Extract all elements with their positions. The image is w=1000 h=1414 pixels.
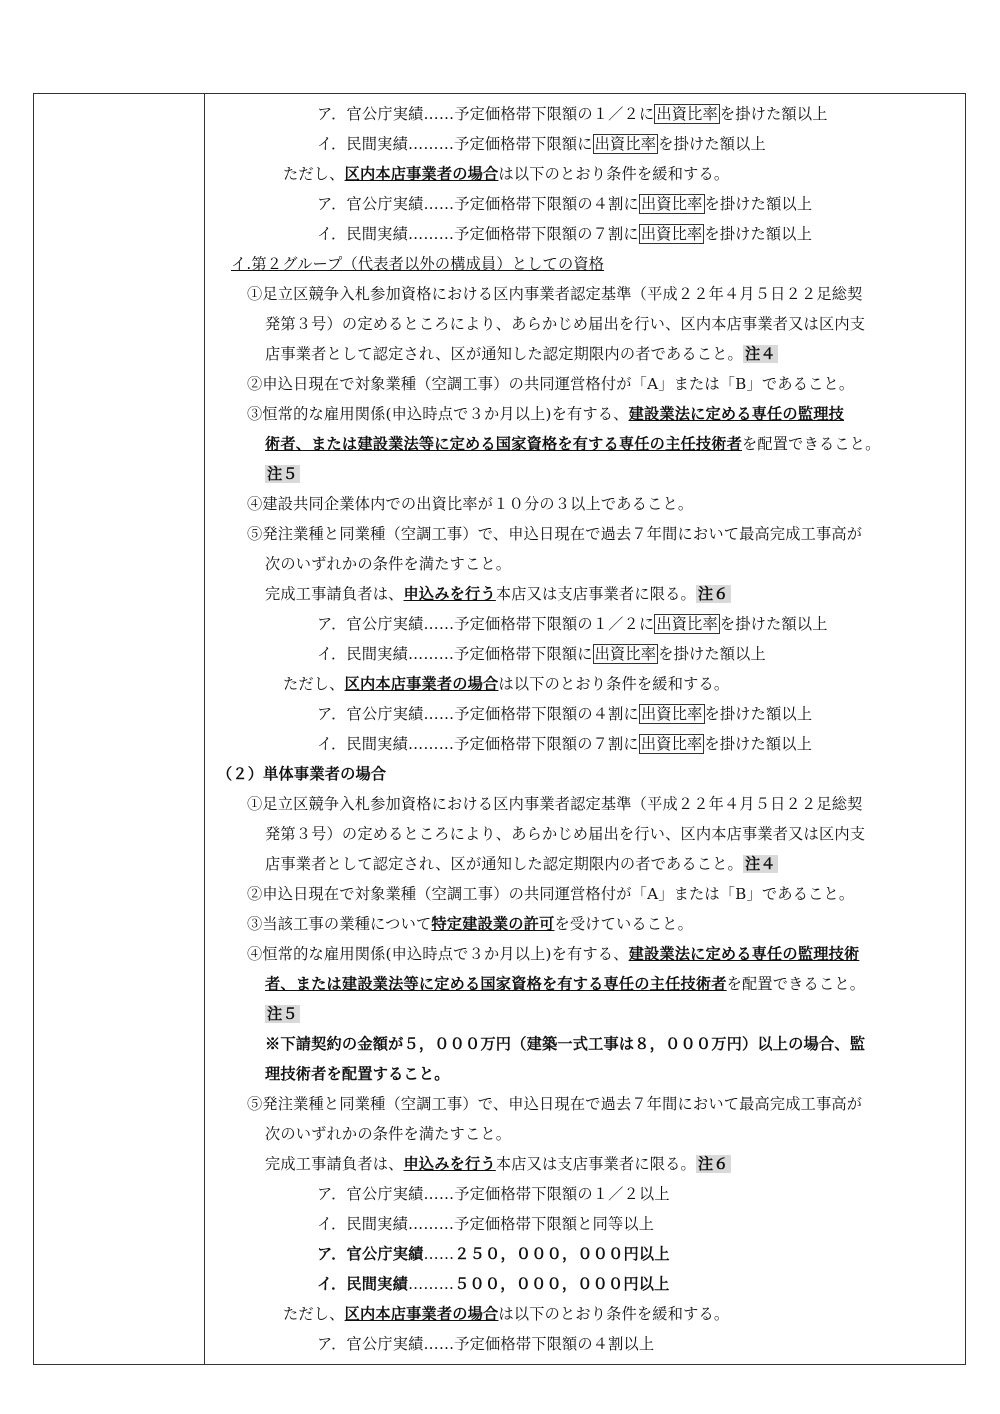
- document-table: [33, 93, 966, 1365]
- text-line: 次のいずれかの条件を満たすこと。: [265, 555, 512, 573]
- text-line: イ．民間実績………予定価格帯下限額に 出資比率 を掛けた額以上: [317, 135, 766, 153]
- text-line: ⑤発注業種と同業種（空調工事）で、申込日現在で過去７年間において最高完成工事高が: [247, 1095, 863, 1113]
- text-line: ②申込日現在で対象業種（空調工事）の共同運営格付が「A」または「B」であること。: [247, 885, 855, 903]
- text-line: ただし、区内本店事業者の場合は以下のとおり条件を緩和する。: [283, 1305, 730, 1323]
- text-line: 術者、または建設業法等に定める国家資格を有する専任の主任技術者を配置できること。: [265, 435, 881, 453]
- text-line: ア．官公庁実績……予定価格帯下限額の４割以上: [317, 1335, 655, 1353]
- text-line: ア．官公庁実績……２５０，０００，０００円以上: [317, 1245, 670, 1263]
- text-line: 完成工事請負者は、申込みを行う本店又は支店事業者に限る。 注６: [265, 1155, 729, 1173]
- note-badge: 注４: [744, 345, 776, 363]
- table-left-column: [34, 94, 205, 1364]
- boxed-term: 出資比率: [656, 105, 718, 123]
- text-line: ④恒常的な雇用関係(申込時点で３か月以上)を有する、建設業法に定める専任の監理技術: [247, 945, 860, 963]
- note-badge: 注５: [267, 1005, 298, 1023]
- text-line: ③当該工事の業種について特定建設業の許可を受けていること。: [247, 915, 693, 933]
- text-line: [205, 459, 959, 489]
- note-badge: 注４: [744, 855, 776, 873]
- text-line: 発第３号）の定めるところにより、あらかじめ届出を行い、区内本店事業者又は区内支: [265, 315, 866, 333]
- text-line: 店事業者として認定され、区が通知した認定期限内の者であること。 注４: [265, 345, 776, 363]
- boxed-term: 出資比率: [594, 645, 657, 663]
- text-line: 発第３号）の定めるところにより、あらかじめ届出を行い、区内本店事業者又は区内支: [265, 825, 866, 843]
- boxed-term: 出資比率: [594, 135, 657, 153]
- boxed-term: 出資比率: [640, 705, 703, 723]
- text-line: ただし、区内本店事業者の場合は以下のとおり条件を緩和する。: [283, 165, 730, 183]
- text-line: ②申込日現在で対象業種（空調工事）の共同運営格付が「A」または「B」であること。: [247, 375, 855, 393]
- table-right-column: [205, 94, 965, 1364]
- note-badge: 注５: [267, 465, 298, 483]
- text-line: イ．民間実績………予定価格帯下限額に 出資比率 を掛けた額以上: [317, 645, 766, 663]
- text-line: ⑤発注業種と同業種（空調工事）で、申込日現在で過去７年間において最高完成工事高が: [247, 525, 863, 543]
- text-line: [205, 999, 959, 1029]
- text-line: 完成工事請負者は、申込みを行う本店又は支店事業者に限る。 注６: [265, 585, 729, 603]
- text-line: イ．民間実績………予定価格帯下限額の７割に 出資比率 を掛けた額以上: [317, 225, 813, 243]
- boxed-term: 出資比率: [640, 225, 703, 243]
- text-line: イ．民間実績………予定価格帯下限額と同等以上: [317, 1215, 655, 1233]
- text-line: ア．官公庁実績……予定価格帯下限額の１／２に 出資比率 を掛けた額以上: [317, 615, 828, 633]
- boxed-term: 出資比率: [640, 735, 703, 753]
- text-line: ア．官公庁実績……予定価格帯下限額の４割に 出資比率 を掛けた額以上: [317, 195, 813, 213]
- text-line: 者、または建設業法等に定める国家資格を有する専任の主任技術者を配置できること。: [265, 975, 866, 993]
- boxed-term: 出資比率: [656, 615, 718, 633]
- boxed-term: 出資比率: [640, 195, 703, 213]
- text-line: ア．官公庁実績……予定価格帯下限額の１／２以上: [317, 1185, 670, 1203]
- text-line: 次のいずれかの条件を満たすこと。: [265, 1125, 512, 1143]
- text-line: 理技術者を配置すること。: [265, 1065, 450, 1083]
- text-line: ア．官公庁実績……予定価格帯下限額の４割に 出資比率 を掛けた額以上: [317, 705, 813, 723]
- text-line: 店事業者として認定され、区が通知した認定期限内の者であること。 注４: [265, 855, 776, 873]
- text-line: ただし、区内本店事業者の場合は以下のとおり条件を緩和する。: [283, 675, 730, 693]
- text-line: ア．官公庁実績……予定価格帯下限額の１／２に 出資比率 を掛けた額以上: [317, 105, 828, 123]
- text-line: ①足立区競争入札参加資格における区内事業者認定基準（平成２２年４月５日２２足総契: [247, 795, 863, 813]
- text-line: ①足立区競争入札参加資格における区内事業者認定基準（平成２２年４月５日２２足総契: [247, 285, 863, 303]
- text-line: ③恒常的な雇用関係(申込時点で３か月以上)を有する、建設業法に定める専任の監理技: [247, 405, 844, 423]
- text-line: ④建設共同企業体内での出資比率が１０分の３以上であること。: [247, 495, 694, 513]
- note-badge: 注６: [697, 585, 729, 603]
- text-line: イ．民間実績………予定価格帯下限額の７割に 出資比率 を掛けた額以上: [317, 735, 813, 753]
- text-line: イ．民間実績………５００，０００，０００円以上: [317, 1275, 670, 1293]
- text-line: ※下請契約の金額が５，０００万円（建築一式工事は８，０００万円）以上の場合、監: [265, 1035, 866, 1053]
- section-heading: イ.第２グループ（代表者以外の構成員）としての資格: [231, 255, 605, 273]
- section-heading: （２）単体事業者の場合: [217, 765, 387, 783]
- note-badge: 注６: [697, 1155, 729, 1173]
